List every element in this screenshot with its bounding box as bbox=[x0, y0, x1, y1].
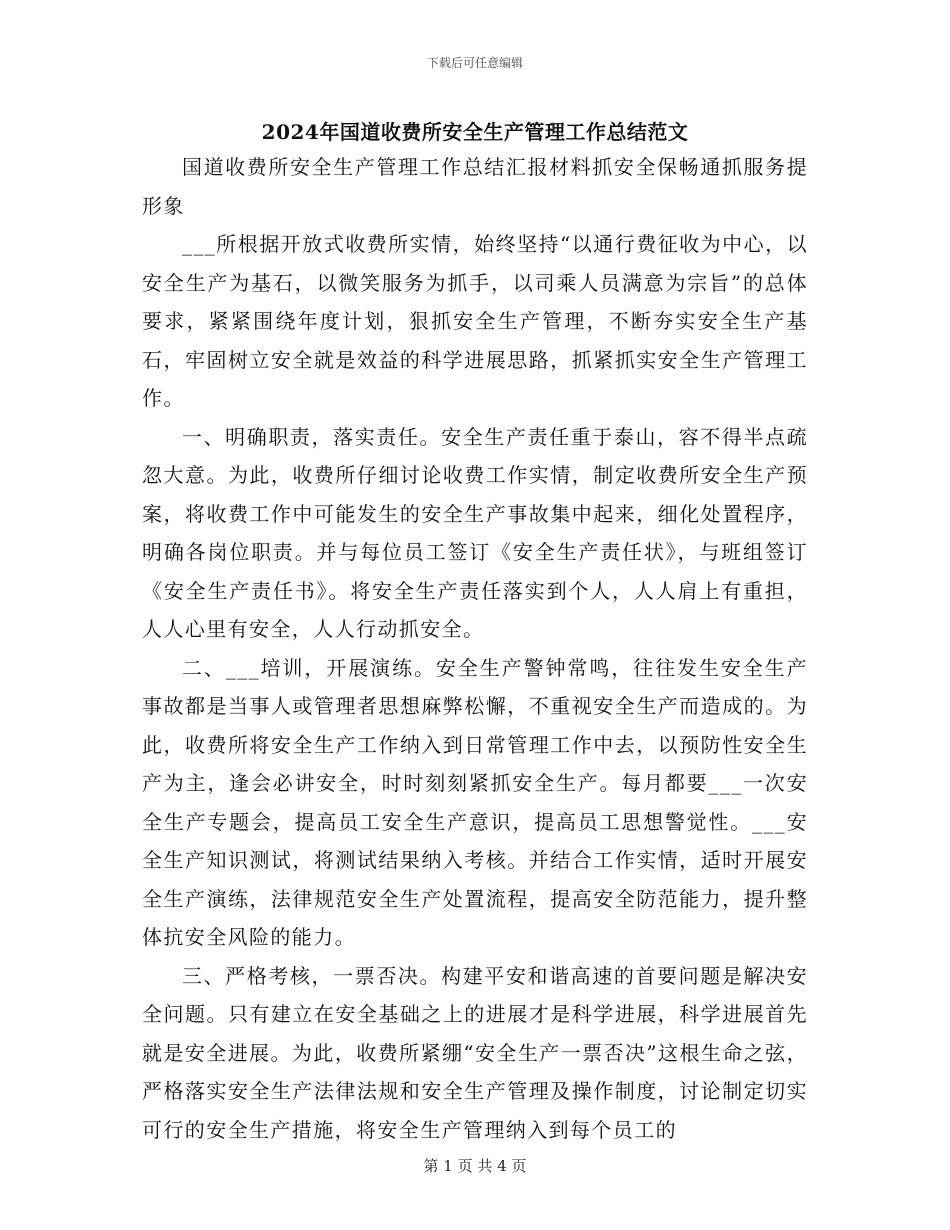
document-title: 2024年国道收费所安全生产管理工作总结范文 bbox=[261, 120, 689, 144]
paragraph-section-2: 二、___培训，开展演练。安全生产警钟常鸣，往往发生安全生产事故都是当事人或管理者思想麻弊松懈，不重视安全生产而造成的。为此，收费所将安全生产工作纳入到日常管理工作中去，以预防性安全生产为主，逢会必讲安全，时时刻刻紧抓安全生产。每月都要___一次安全生产专题会，提高员工安全生产意识，提高员工思想警觉性。___安全生产知识测试，将测试结果纳入考核。并结合工作实情，适时开展安全生产演练，法律规范安全生产处置流程，提高安全防范能力，提升整体抗安全风险的能力。 bbox=[142, 655, 808, 949]
paragraph-intro: 国道收费所安全生产管理工作总结汇报材料抓安全保畅通抓服务提形象 bbox=[142, 155, 808, 218]
page-number: 第 1 页 共 4 页 bbox=[423, 1157, 527, 1175]
paragraph-section-3: 三、严格考核，一票否决。构建平安和谐高速的首要问题是解决安全问题。只有建立在安全基础之上的进展才是科学进展，科学进展首先就是安全进展。为此，收费所紧绷“安全生产一票否决”这根生命之弦，严格落实安全生产法律法规和安全生产管理及操作制度，讨论制定切实可行的安全生产措施，将安全生产管理纳入到每个员工的 bbox=[142, 963, 808, 1142]
paragraph-section-1: 一、明确职责，落实责任。安全生产责任重于泰山，容不得半点疏忽大意。为此，收费所仔细讨论收费工作实情，制定收费所安全生产预案，将收费工作中可能发生的安全生产事故集中起来，细化处置程序，明确各岗位职责。并与每位员工签订《安全生产责任状》，与班组签订《安全生产责任书》。将安全生产责任落实到个人，人人肩上有重担，人人心里有安全，人人行动抓安全。 bbox=[142, 424, 808, 641]
header-note: 下载后可任意编辑 bbox=[426, 56, 523, 70]
document-body bbox=[142, 148, 808, 1149]
paragraph-overview: ___所根据开放式收费所实情，始终坚持“以通行费征收为中心，以安全生产为基石，以微笑服务为抓手，以司乘人员满意为宗旨”的总体要求，紧紧围绕年度计划，狠抓安全生产管理，不断夯实安全生产基石，牢固树立安全就是效益的科学进展思路，抓紧抓实安全生产管理工作。 bbox=[142, 232, 808, 410]
